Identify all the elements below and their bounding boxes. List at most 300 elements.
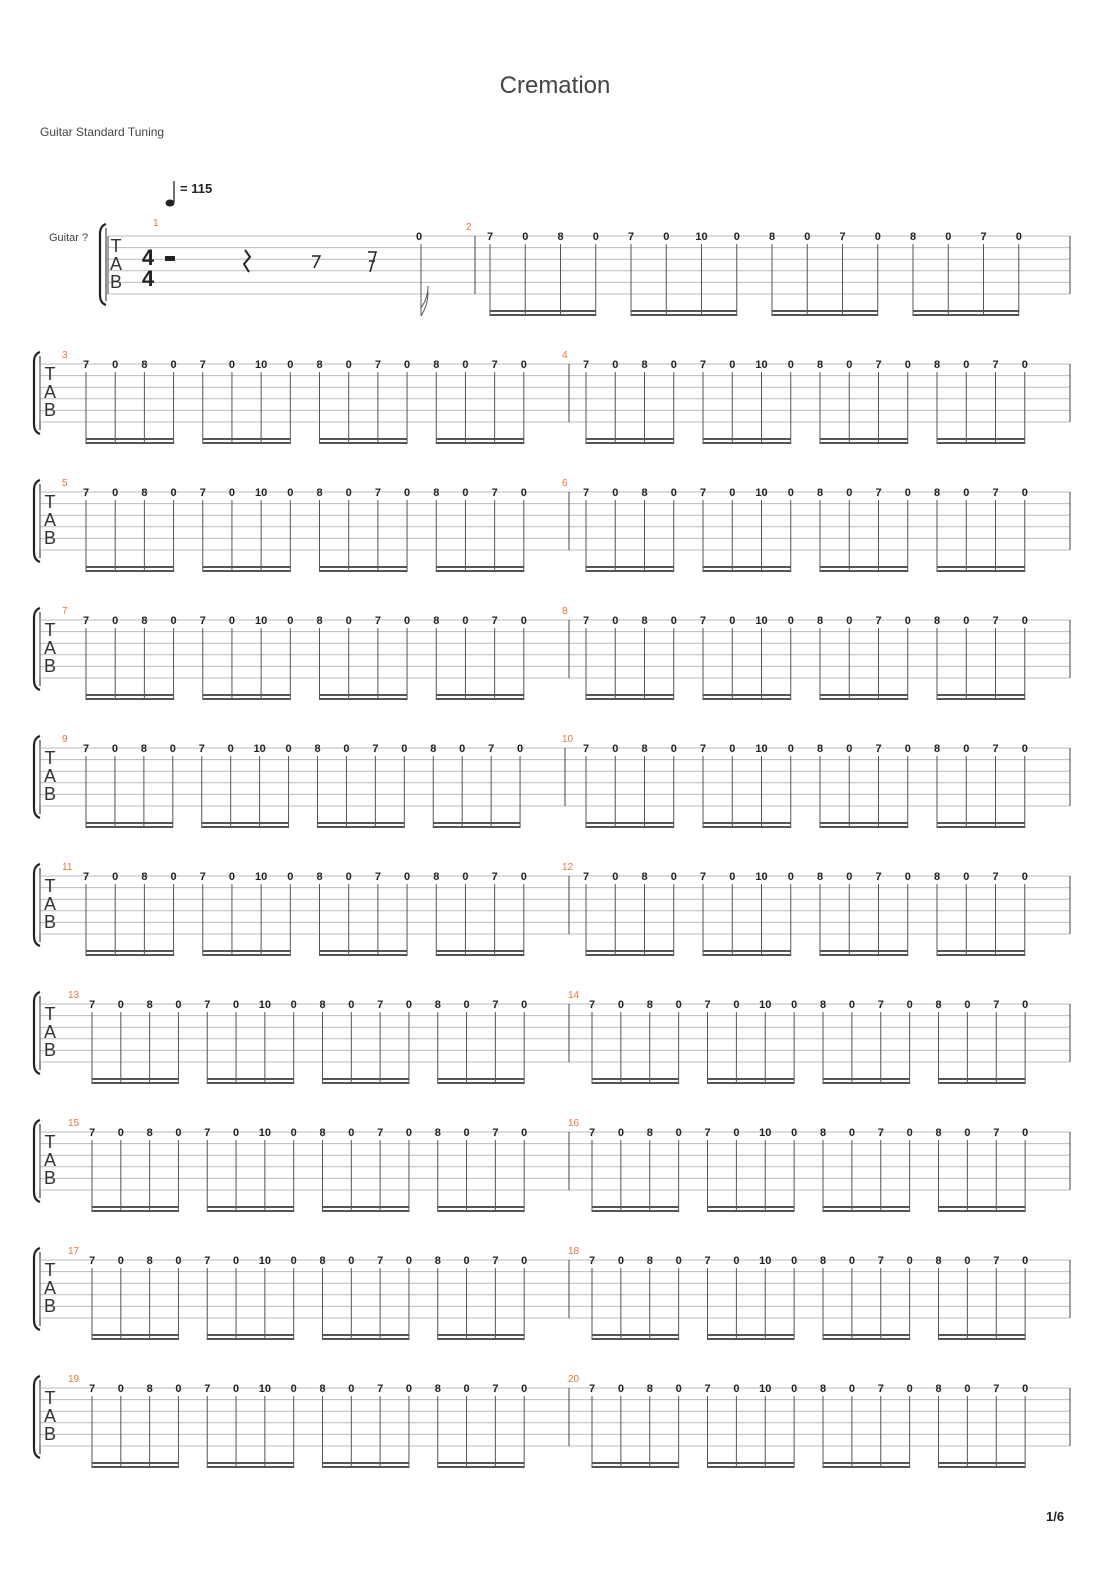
fret-number: 8: [816, 487, 824, 499]
fret-number: 0: [848, 1127, 855, 1139]
beam: [592, 1206, 679, 1208]
beam: [86, 438, 174, 440]
fret-number: 7: [374, 487, 381, 499]
fret-number: 0: [733, 1127, 740, 1139]
fret-number: 0: [520, 487, 527, 499]
fret-number: 0: [348, 1255, 355, 1267]
beam: [438, 1466, 524, 1468]
fret-number: 10: [255, 359, 268, 371]
system-bracket: [100, 224, 106, 305]
beam: [203, 566, 291, 568]
fret-number: 0: [463, 1255, 470, 1267]
beam: [703, 826, 791, 828]
beam: [207, 1206, 293, 1208]
beam: [939, 1210, 1026, 1212]
beam: [820, 826, 908, 828]
fret-number: 8: [816, 615, 824, 627]
system-bracket: [34, 1376, 40, 1458]
fret-number: 8: [140, 743, 147, 755]
tab-clef-letter: T: [44, 748, 56, 768]
beam: [703, 954, 791, 956]
fret-number: 0: [520, 359, 527, 371]
beam: [203, 438, 291, 440]
fret-number: 8: [935, 999, 942, 1011]
beam: [937, 698, 1025, 700]
fret-number: 8: [146, 1383, 153, 1395]
fret-number: 7: [488, 743, 495, 755]
fret-number: 7: [88, 1127, 96, 1139]
beam: [703, 822, 791, 824]
fret-number: 0: [521, 1127, 528, 1139]
fret-number: 10: [755, 743, 768, 755]
fret-number: 0: [520, 871, 527, 883]
beam: [708, 1206, 795, 1208]
fret-number: 0: [521, 1255, 528, 1267]
fret-number: 0: [405, 1255, 412, 1267]
measure-number: 3: [62, 350, 68, 361]
fret-number: 7: [877, 1383, 884, 1395]
fret-number: 7: [582, 743, 590, 755]
fret-number: 0: [675, 1255, 682, 1267]
fret-number: 8: [819, 1127, 827, 1139]
beam: [592, 1338, 679, 1340]
measure-number: 5: [62, 478, 68, 489]
fret-number: 0: [175, 1383, 182, 1395]
quarter-rest-icon: [244, 250, 250, 272]
beam: [703, 438, 791, 440]
fret-number: 8: [933, 871, 941, 883]
fret-number: 8: [430, 743, 437, 755]
fret-number: 0: [617, 1255, 624, 1267]
beam: [592, 1466, 679, 1468]
fret-number: 0: [612, 615, 619, 627]
fret-number: 0: [848, 999, 855, 1011]
fret-number: 0: [675, 1127, 682, 1139]
beam: [320, 438, 408, 440]
fret-number: 7: [199, 487, 206, 499]
fret-number: 7: [82, 743, 90, 755]
fret-number: 7: [704, 1383, 711, 1395]
fret-number: 8: [768, 231, 776, 243]
fret-number: 7: [199, 871, 206, 883]
beam: [586, 698, 674, 700]
fret-number: 0: [729, 615, 736, 627]
fret-number: 10: [755, 359, 768, 371]
fret-number: 7: [699, 871, 707, 883]
fret-number: 0: [904, 615, 911, 627]
fret-number: 0: [1022, 999, 1029, 1011]
beam: [86, 442, 174, 444]
fret-number: 10: [755, 615, 768, 627]
fret-number: 7: [993, 999, 1000, 1011]
beam: [86, 698, 174, 700]
fret-number: 7: [377, 1383, 384, 1395]
beam: [823, 1206, 910, 1208]
fret-number: 0: [1021, 487, 1028, 499]
fret-number: 0: [1021, 615, 1028, 627]
fret-number: 7: [877, 999, 884, 1011]
fret-number: 0: [233, 1383, 240, 1395]
fret-number: 0: [963, 487, 970, 499]
fret-number: 8: [433, 359, 440, 371]
fret-number: 0: [175, 1127, 182, 1139]
measure-number: 12: [562, 862, 574, 873]
beam: [436, 694, 524, 696]
fret-number: 7: [582, 487, 590, 499]
fret-number: 7: [204, 999, 211, 1011]
tempo-label: = 115: [180, 181, 213, 196]
beam: [708, 1466, 795, 1468]
beam: [438, 1210, 524, 1212]
beam: [92, 1462, 178, 1464]
fret-number: 7: [491, 871, 498, 883]
time-signature-bottom: 4: [141, 266, 155, 291]
fret-number: 7: [839, 231, 846, 243]
measure-number: 20: [568, 1374, 580, 1385]
beam: [937, 826, 1025, 828]
beam: [202, 822, 289, 824]
fret-number: 7: [492, 1127, 499, 1139]
system-bracket: [34, 1120, 40, 1202]
beam: [318, 826, 405, 828]
fret-number: 0: [405, 999, 412, 1011]
fret-number: 7: [699, 487, 707, 499]
fret-number: 8: [646, 999, 653, 1011]
fret-number: 0: [963, 743, 970, 755]
beam: [433, 822, 520, 824]
beam: [436, 570, 524, 572]
fret-number: 7: [875, 871, 882, 883]
beam: [320, 566, 408, 568]
fret-number: 10: [759, 1255, 772, 1267]
fret-number: 7: [82, 487, 90, 499]
fret-number: 0: [787, 743, 794, 755]
fret-number: 0: [670, 871, 677, 883]
beam: [436, 950, 524, 952]
tab-clef-letter: B: [43, 784, 57, 804]
measure-number: 18: [568, 1246, 580, 1257]
fret-number: 10: [255, 871, 268, 883]
fret-number: 7: [627, 231, 635, 243]
fret-number: 8: [646, 1255, 653, 1267]
measure-number: 2: [466, 222, 472, 233]
beam: [939, 1206, 1026, 1208]
beam: [820, 950, 908, 952]
fret-number: 10: [755, 871, 768, 883]
tab-clef-letter: B: [43, 400, 57, 420]
beam: [937, 954, 1025, 956]
beam: [318, 822, 405, 824]
fret-number: 0: [290, 1127, 297, 1139]
sixteenth-rest-icon: [368, 252, 376, 272]
fret-number: 10: [255, 487, 268, 499]
measure-number: 9: [62, 734, 68, 745]
fret-number: 0: [592, 231, 599, 243]
fret-number: 7: [582, 359, 590, 371]
beam: [436, 438, 524, 440]
beam: [586, 826, 674, 828]
fret-number: 7: [377, 1255, 384, 1267]
beam: [823, 1334, 910, 1336]
beam: [92, 1210, 178, 1212]
fret-number: 8: [933, 359, 941, 371]
beam: [436, 698, 524, 700]
fret-number: 0: [791, 1127, 798, 1139]
fret-number: 0: [233, 1127, 240, 1139]
tab-clef-letter: T: [44, 1004, 56, 1024]
tab-clef-letter: A: [43, 638, 57, 658]
fret-number: 8: [316, 487, 323, 499]
tab-clef-letter: A: [43, 1022, 57, 1042]
fret-number: 0: [517, 743, 524, 755]
beam: [86, 566, 174, 568]
fret-number: 7: [877, 1127, 884, 1139]
fret-number: 0: [170, 615, 177, 627]
fret-number: 0: [228, 615, 235, 627]
fret-number: 0: [290, 999, 297, 1011]
beam: [703, 442, 791, 444]
measure-number: 17: [68, 1246, 80, 1257]
fret-number: 8: [935, 1383, 942, 1395]
fret-number: 0: [787, 487, 794, 499]
fret-number: 8: [933, 487, 941, 499]
fret-number: 0: [345, 487, 352, 499]
beam: [586, 566, 674, 568]
fret-number: 0: [117, 1127, 124, 1139]
beam: [586, 822, 674, 824]
fret-number: 0: [675, 1383, 682, 1395]
fret-number: 7: [704, 1255, 711, 1267]
fret-number: 7: [88, 1383, 96, 1395]
fret-number: 0: [963, 871, 970, 883]
fret-number: 7: [374, 615, 381, 627]
fret-number: 0: [964, 999, 971, 1011]
fret-number: 8: [935, 1255, 942, 1267]
fret-number: 0: [670, 359, 677, 371]
tab-clef-letter: A: [109, 254, 123, 274]
fret-number: 0: [729, 487, 736, 499]
beam: [913, 310, 1019, 312]
fret-number: 7: [491, 359, 498, 371]
fret-number: 7: [588, 999, 596, 1011]
beam: [631, 310, 737, 312]
fret-number: 0: [733, 1255, 740, 1267]
fret-number: 7: [704, 999, 711, 1011]
fret-number: 0: [521, 999, 528, 1011]
beam: [320, 694, 408, 696]
tab-clef-letter: T: [44, 492, 56, 512]
fret-number: 7: [82, 871, 90, 883]
eighth-rest-icon: [312, 256, 320, 268]
fret-number: 0: [175, 1255, 182, 1267]
fret-number: 0: [612, 359, 619, 371]
fret-number: 0: [462, 615, 469, 627]
fret-number: 7: [377, 999, 384, 1011]
beam: [939, 1462, 1026, 1464]
fret-number: 0: [287, 615, 294, 627]
fret-number: 0: [343, 743, 350, 755]
fret-number: 7: [992, 615, 999, 627]
fret-number: 0: [462, 871, 469, 883]
fret-number: 0: [1021, 743, 1028, 755]
fret-number: 0: [964, 1127, 971, 1139]
fret-number: 8: [641, 487, 648, 499]
beam: [820, 694, 908, 696]
fret-number: 7: [486, 231, 494, 243]
fret-number: 7: [875, 615, 882, 627]
fret-number: 10: [258, 999, 271, 1011]
fret-number: 0: [401, 743, 408, 755]
beam: [202, 826, 289, 828]
beam: [436, 954, 524, 956]
system-bracket: [34, 1248, 40, 1330]
fret-number: 0: [348, 1383, 355, 1395]
fret-number: 7: [82, 615, 90, 627]
beam: [320, 442, 408, 444]
fret-number: 0: [170, 359, 177, 371]
fret-number: 0: [733, 231, 740, 243]
tab-clef-letter: T: [44, 876, 56, 896]
beam: [323, 1082, 409, 1084]
fret-number: 0: [345, 871, 352, 883]
measure-number: 14: [568, 990, 580, 1001]
fret-number: 7: [204, 1255, 211, 1267]
fret-number: 10: [258, 1383, 271, 1395]
page-number: 1/6: [1046, 1509, 1065, 1524]
beam: [703, 570, 791, 572]
beam: [823, 1082, 910, 1084]
beam: [937, 566, 1025, 568]
beam: [323, 1078, 409, 1080]
measure-number: 1: [153, 218, 159, 229]
fret-number: 0: [463, 1383, 470, 1395]
beam: [323, 1206, 409, 1208]
fret-number: 8: [433, 615, 440, 627]
measure-number: 10: [562, 734, 574, 745]
beam: [86, 950, 174, 952]
beam: [86, 822, 173, 824]
beam: [937, 570, 1025, 572]
fret-number: 0: [612, 871, 619, 883]
fret-number: 7: [993, 1383, 1000, 1395]
fret-number: 7: [993, 1255, 1000, 1267]
beam: [320, 954, 408, 956]
fret-number: 0: [117, 1255, 124, 1267]
beam: [823, 1078, 910, 1080]
beam: [823, 1466, 910, 1468]
fret-number: 8: [646, 1383, 653, 1395]
fret-number: 8: [909, 231, 917, 243]
beam: [708, 1334, 795, 1336]
fret-number: 7: [588, 1127, 596, 1139]
fret-number: 0: [670, 743, 677, 755]
tab-clef-letter: A: [43, 1150, 57, 1170]
fret-number: 8: [646, 1127, 653, 1139]
fret-number: 7: [582, 615, 590, 627]
fret-number: 8: [933, 615, 941, 627]
tab-clef-letter: B: [43, 656, 57, 676]
fret-number: 0: [462, 487, 469, 499]
fret-number: 0: [1022, 1255, 1029, 1267]
beam: [438, 1334, 524, 1336]
beam: [438, 1206, 524, 1208]
fret-number: 0: [617, 999, 624, 1011]
tab-clef-letter: B: [43, 1168, 57, 1188]
fret-number: 8: [316, 871, 323, 883]
beam: [820, 954, 908, 956]
beam: [820, 822, 908, 824]
fret-number: 7: [582, 871, 590, 883]
beam: [92, 1338, 178, 1340]
fret-number: 0: [117, 999, 124, 1011]
fret-number: 10: [255, 615, 268, 627]
fret-number: 0: [462, 359, 469, 371]
fret-number: 0: [906, 1383, 913, 1395]
fret-number: 8: [557, 231, 564, 243]
fret-number: 7: [88, 1255, 96, 1267]
system-bracket: [34, 608, 40, 690]
beam: [820, 570, 908, 572]
fret-number: 0: [846, 615, 853, 627]
fret-number: 7: [875, 359, 882, 371]
beam: [820, 438, 908, 440]
fret-number: 0: [787, 359, 794, 371]
fret-number: 0: [846, 487, 853, 499]
fret-number: 0: [612, 743, 619, 755]
beam: [586, 442, 674, 444]
fret-number: 0: [729, 871, 736, 883]
half-rest-icon: [165, 256, 175, 261]
tab-clef-letter: B: [43, 1296, 57, 1316]
fret-number: 0: [964, 1383, 971, 1395]
fret-number: 8: [146, 1255, 153, 1267]
fret-number: 0: [663, 231, 670, 243]
beam: [772, 310, 878, 312]
fret-number: 8: [146, 1127, 153, 1139]
measure-number: 16: [568, 1118, 580, 1129]
fret-number: 8: [141, 615, 148, 627]
note-flag: [421, 286, 428, 316]
tab-clef-letter: B: [43, 528, 57, 548]
fret-number: 10: [258, 1127, 271, 1139]
fret-number: 0: [463, 999, 470, 1011]
beam: [207, 1462, 293, 1464]
fret-number: 7: [699, 743, 707, 755]
measure-number: 13: [68, 990, 80, 1001]
fret-number: 0: [846, 871, 853, 883]
fret-number: 0: [228, 871, 235, 883]
tab-clef-letter: A: [43, 894, 57, 914]
fret-number: 7: [992, 743, 999, 755]
fret-number: 0: [906, 1255, 913, 1267]
beam: [92, 1334, 178, 1336]
fret-number: 8: [314, 743, 321, 755]
beam: [823, 1462, 910, 1464]
fret-number: 10: [755, 487, 768, 499]
beam: [937, 822, 1025, 824]
fret-number: 8: [319, 1255, 326, 1267]
fret-number: 7: [492, 1383, 499, 1395]
fret-number: 0: [170, 487, 177, 499]
fret-number: 0: [227, 743, 234, 755]
fret-number: 0: [405, 1127, 412, 1139]
fret-number: 0: [906, 1127, 913, 1139]
fret-number: 0: [233, 999, 240, 1011]
beam: [92, 1078, 178, 1080]
fret-number: 0: [848, 1255, 855, 1267]
fret-number: 7: [699, 359, 707, 371]
measure-number: 11: [62, 862, 73, 873]
